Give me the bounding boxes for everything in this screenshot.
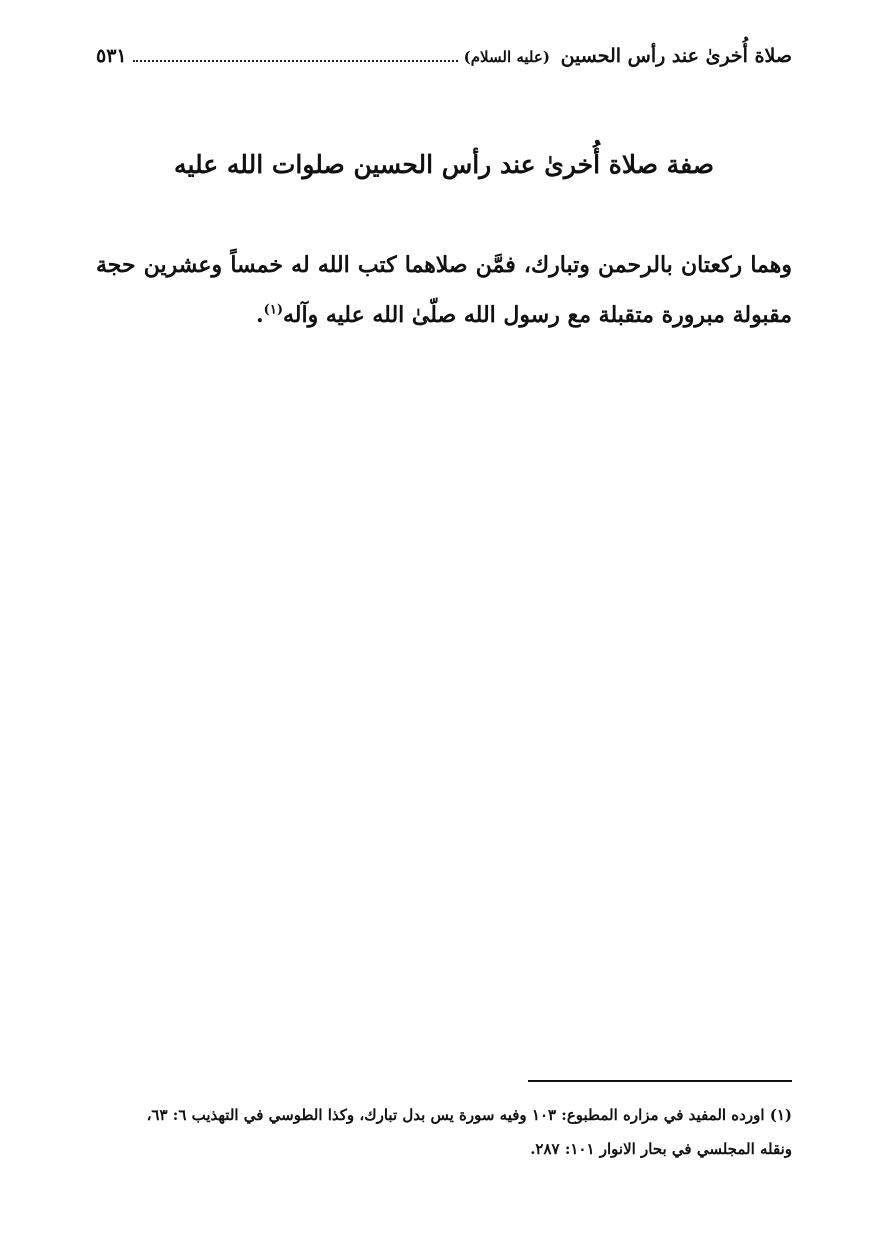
body-paragraph (96, 240, 792, 340)
section-title: صفة صلاة أُخرىٰ عند رأس الحسين صلوات الله عليه (174, 150, 714, 179)
page-number: ٥٣١ (96, 45, 127, 67)
footnote-line-2: ونقله المجلسي في بحار الانوار ١٠١: ٢٨٧. (530, 1140, 792, 1158)
header-title (464, 45, 792, 67)
footnote (96, 1098, 792, 1166)
footnote-divider (528, 1080, 792, 1082)
header-dot-leader (133, 60, 458, 62)
honorific-symbol: (عليه السلام) (463, 48, 550, 66)
footnote-line-1: (١) اورده المفيد في مزاره المطبوع: ١٠٣ وفيه سورة يس بدل تبارك، وكذا الطوسي في التهذيب ٦: ٦٣، (146, 1106, 792, 1124)
footnote-reference[interactable]: (١) (263, 302, 283, 318)
end-punctuation: . (256, 302, 264, 328)
running-header (96, 38, 792, 74)
header-title-text: صلاة أُخرىٰ عند رأس الحسين (560, 45, 792, 67)
body-text: وهما ركعتان بالرحمن وتبارك، فمَّن صلاهما كتب الله له خمساً وعشرين حجة مقبولة مبرورة متقبلة مع رسول الله صلّىٰ الله عليه وآله (96, 252, 792, 328)
